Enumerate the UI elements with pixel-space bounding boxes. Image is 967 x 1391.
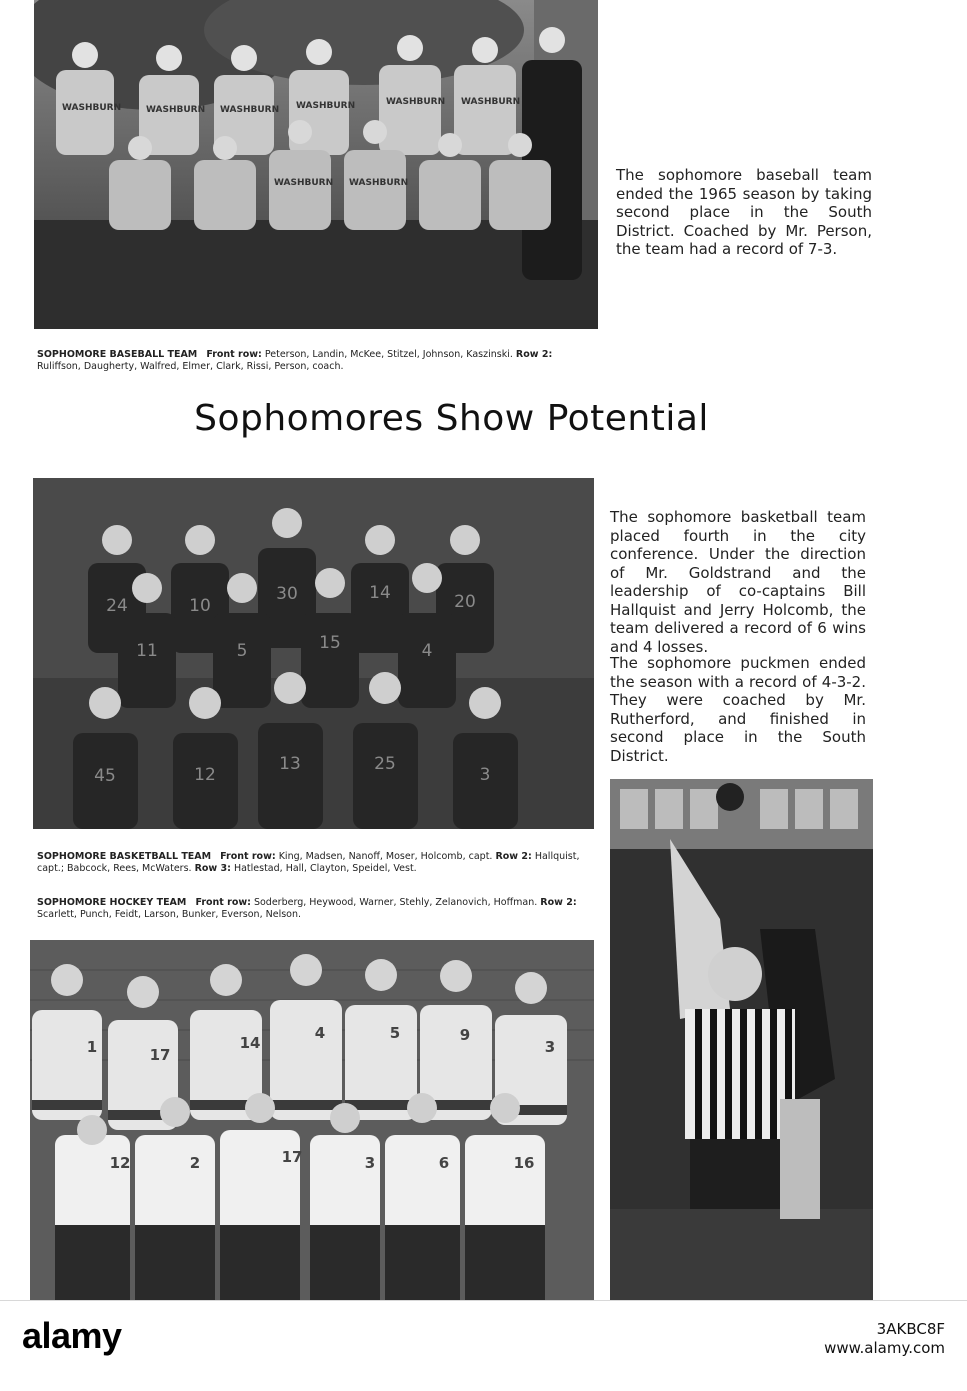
jersey-number: 5: [389, 1024, 401, 1042]
jersey-text: WASHBURN: [274, 178, 334, 188]
row-label: Front row:: [195, 897, 251, 908]
row-label: Front row:: [206, 349, 262, 360]
caption-label: SOPHOMORE BASKETBALL TEAM: [37, 851, 212, 862]
hockey-caption: [37, 897, 589, 920]
jersey-number: 10: [189, 596, 211, 616]
jersey-number: 20: [454, 592, 476, 612]
watermark-footer: [0, 1300, 967, 1391]
jersey-number: 45: [94, 766, 116, 786]
row-label: Row 2:: [515, 349, 553, 360]
jersey-text: WASHBURN: [220, 105, 280, 115]
hockey-team-photo: [30, 940, 594, 1300]
jersey-number: 24: [106, 596, 128, 616]
watermark-id-block: [824, 1320, 945, 1358]
jersey-number: 3: [544, 1038, 556, 1056]
jersey-text: WASHBURN: [296, 101, 356, 111]
jersey-number: 13: [279, 754, 301, 774]
baseball-caption: [37, 349, 585, 372]
jersey-number: 3: [479, 765, 491, 785]
jersey-number: 6: [438, 1154, 450, 1172]
basketball-team-photo: [33, 478, 594, 829]
basketball-game-photo: [610, 779, 873, 1300]
row-names: Soderberg, Heywood, Warner, Stehly, Zelanovich, Hoffman.: [253, 897, 538, 908]
jersey-number: 17: [281, 1148, 303, 1166]
jersey-number: 1: [86, 1038, 98, 1056]
jersey-number: 3: [364, 1154, 376, 1172]
row-label: Row 2:: [495, 851, 532, 862]
row-names: King, Madsen, Nanoff, Moser, Holcomb, capt.: [278, 851, 493, 862]
jersey-number: 30: [276, 584, 298, 604]
jersey-number: 14: [369, 583, 391, 603]
image-id: 3AKBC8F: [876, 1320, 945, 1338]
jersey-number: 17: [149, 1046, 171, 1064]
row-names: Hallquist, capt.; Babcock, Rees, McWaters.: [37, 851, 580, 874]
basketball-caption: [37, 851, 589, 874]
jersey-text: WASHBURN: [146, 105, 206, 115]
jersey-number: 5: [236, 641, 248, 661]
jersey-number: 12: [194, 765, 216, 785]
row-names: Peterson, Landin, McKee, Stitzel, Johnson, Kaszinski.: [264, 349, 513, 360]
jersey-number: 16: [513, 1154, 535, 1172]
hockey-blurb: The sophomore puckmen ended the season with a record of 4-3-2. They were coached by Mr. Rutherford, and finished in second place in the South District.: [610, 654, 866, 765]
basketball-blurb: The sophomore basketball team placed fourth in the city conference. Under the direction of Mr. Goldstrand and the leadership of co-captains Bill Hallquist and Jerry Holcomb, the team delivered a record of 6 wins and 4 losses.: [610, 508, 866, 656]
row-names: Ruliffson, Daugherty, Walfred, Elmer, Clark, Rissi, Person, coach.: [37, 360, 344, 372]
jersey-text: WASHBURN: [386, 97, 446, 107]
jersey-number: 25: [374, 754, 396, 774]
jersey-text: WASHBURN: [62, 103, 122, 113]
jersey-number: 2: [189, 1154, 201, 1172]
jersey-number: 12: [109, 1154, 131, 1172]
watermark-logo: alamy: [22, 1315, 122, 1356]
caption-label: SOPHOMORE HOCKEY TEAM: [37, 897, 187, 908]
row-names: Hatlestad, Hall, Clayton, Speidel, Vest.: [233, 862, 417, 874]
watermark-url: www.alamy.com: [824, 1339, 945, 1357]
row-label: Row 2:: [540, 897, 577, 908]
row-label: Front row:: [220, 851, 276, 862]
row-label: Row 3:: [194, 862, 231, 874]
jersey-text: WASHBURN: [461, 97, 521, 107]
baseball-team-photo: [34, 0, 598, 329]
jersey-text: WASHBURN: [349, 178, 409, 188]
caption-label: SOPHOMORE BASEBALL TEAM: [37, 349, 198, 360]
jersey-number: 4: [314, 1024, 326, 1042]
jersey-number: 15: [319, 633, 341, 653]
jersey-number: 9: [459, 1026, 471, 1044]
row-names: Scarlett, Punch, Feidt, Larson, Bunker, Everson, Nelson.: [37, 908, 302, 920]
jersey-number: 4: [421, 641, 433, 661]
jersey-number: 14: [239, 1034, 261, 1052]
page-title: Sophomores Show Potential: [194, 398, 709, 439]
baseball-blurb: The sophomore baseball team ended the 1965 season by taking second place in the South District. Coached by Mr. Person, the team had a record of 7-3.: [616, 166, 872, 258]
jersey-number: 11: [136, 641, 158, 661]
